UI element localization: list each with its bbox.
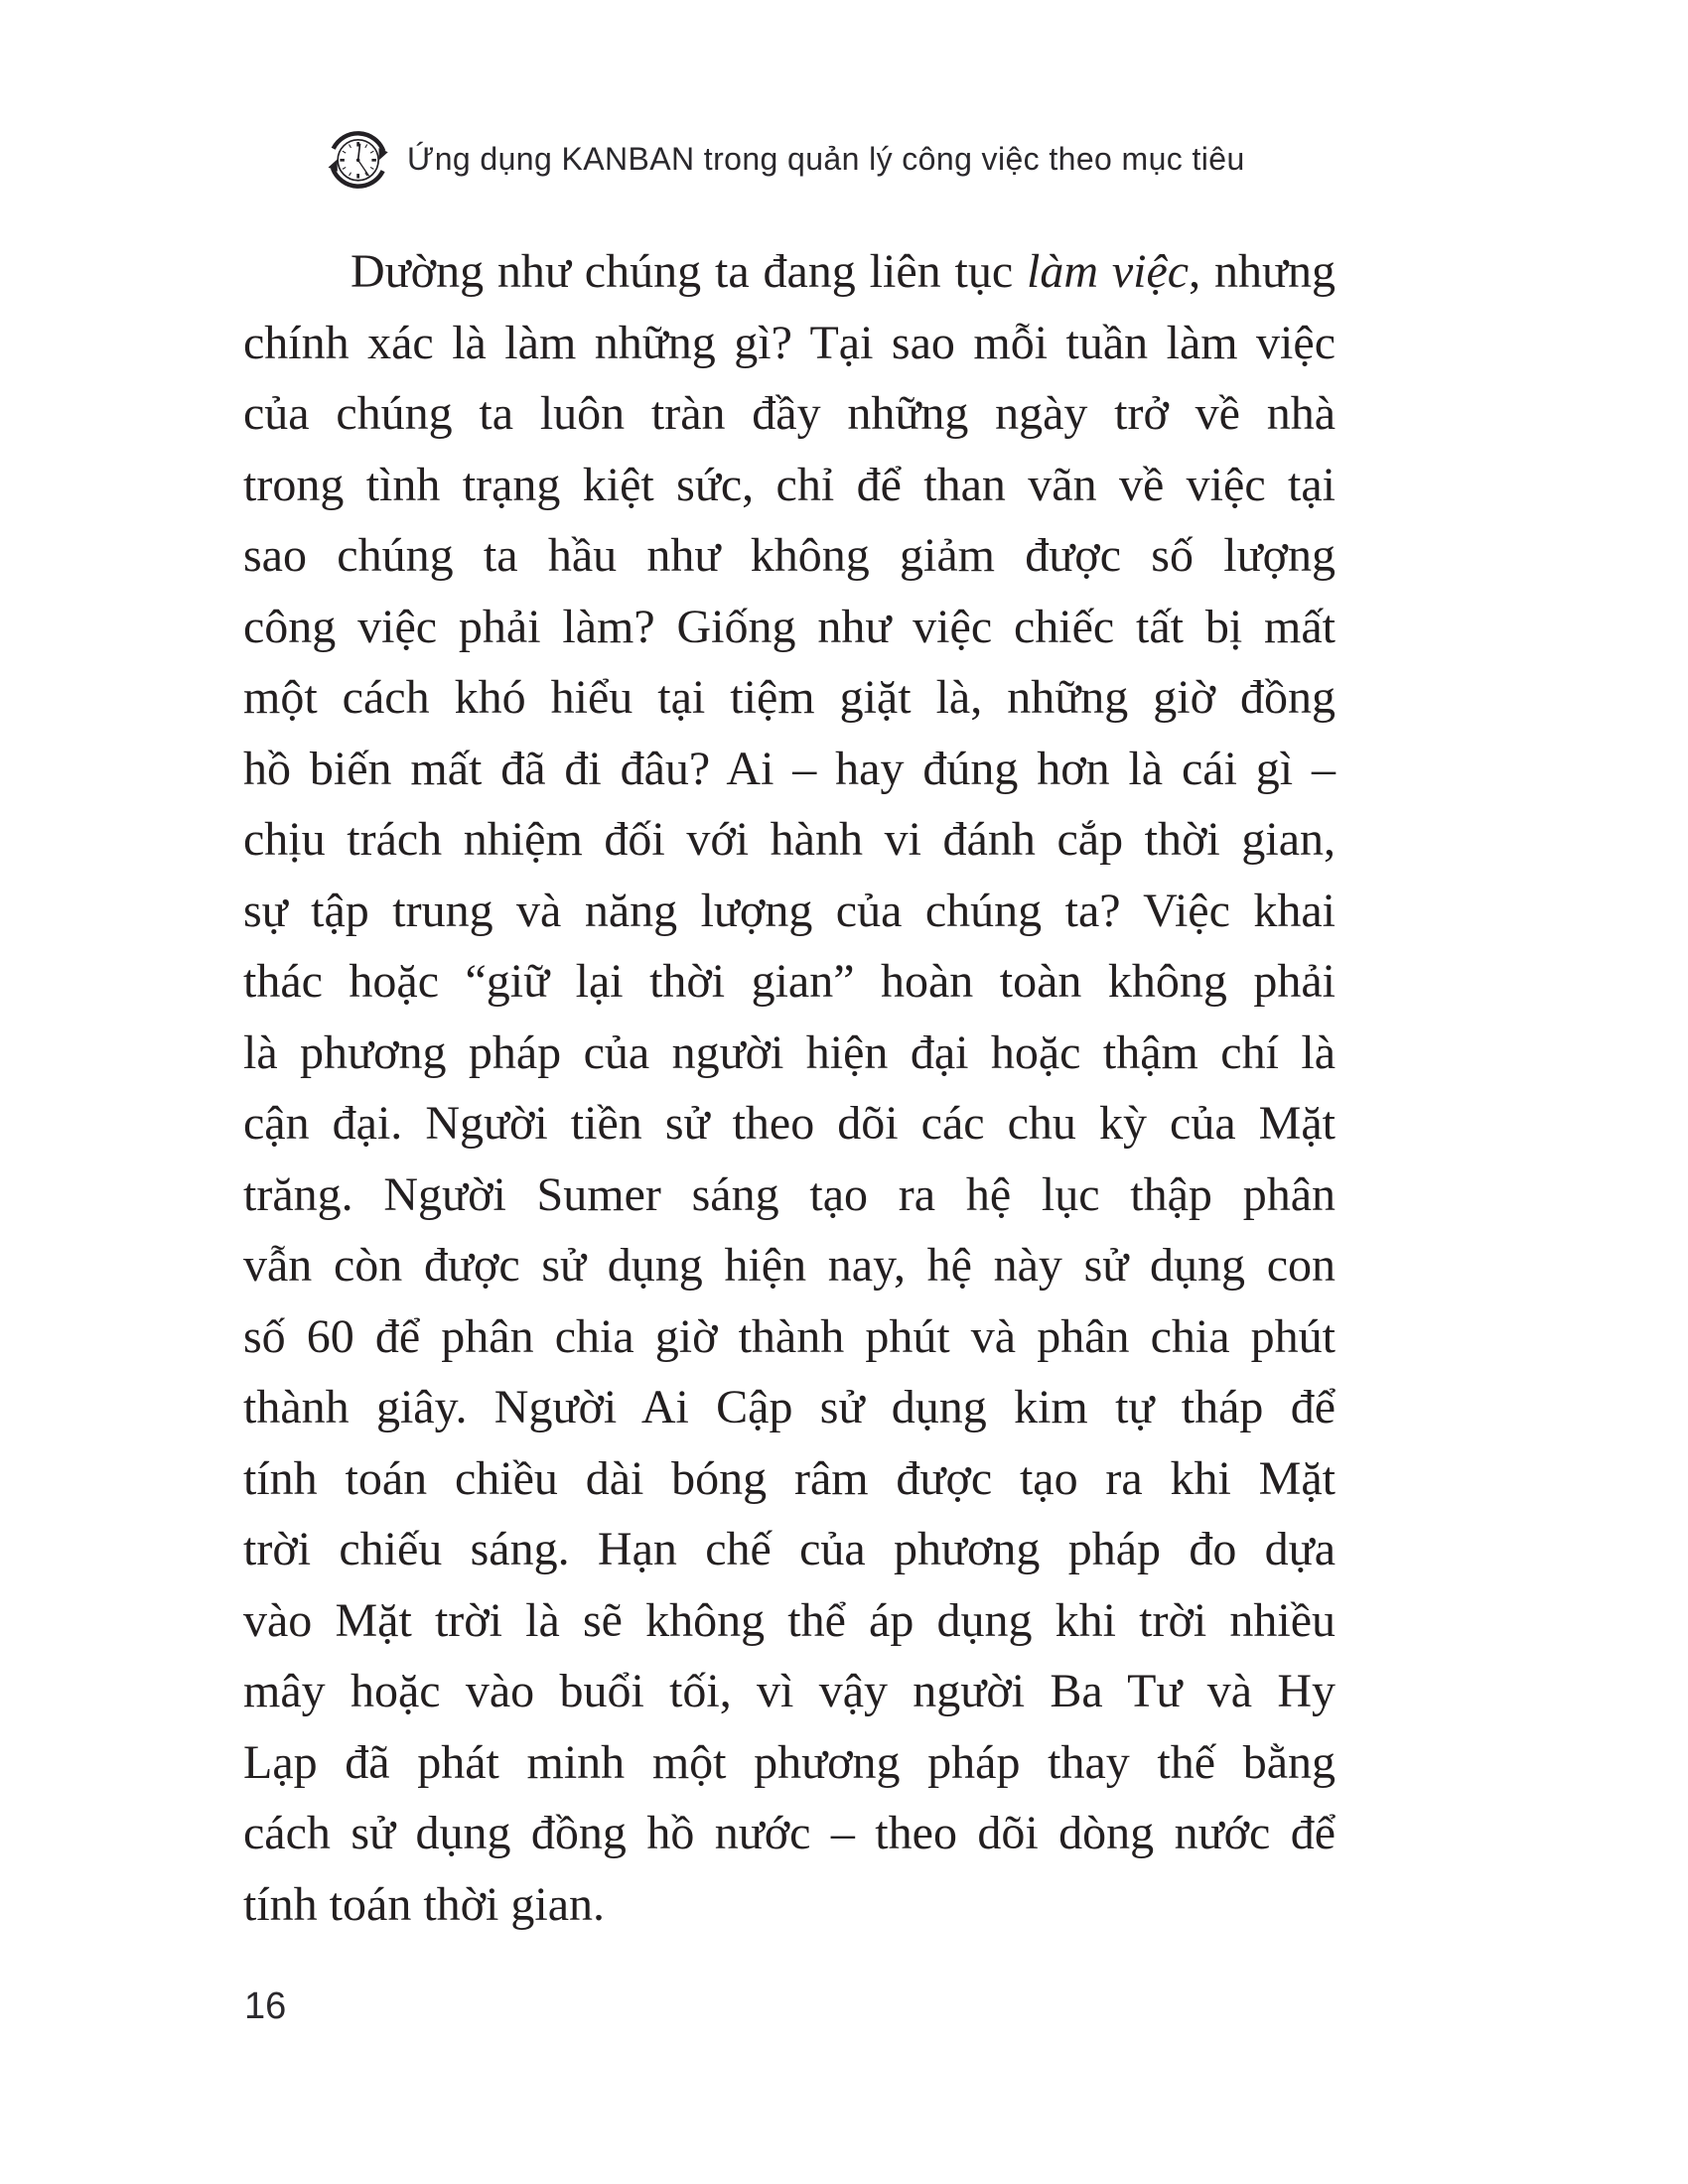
paragraph-line: mây hoặc vào buổi tối, vì vậy người Ba Tư và Hy [243, 1665, 1336, 1717]
paragraph-line: số 60 để phân chia giờ thành phút và phân chia phút [243, 1309, 1336, 1363]
body-paragraph [243, 236, 1336, 1940]
clock-refresh-icon [326, 124, 389, 194]
paragraph-line: vào Mặt trời là sẽ không thể áp dụng khi trời nhiều [243, 1593, 1336, 1647]
paragraph-line: một cách khó hiểu tại tiệm giặt là, những giờ đồng [243, 671, 1336, 724]
paragraph-line: chịu trách nhiệm đối với hành vi đánh cắp thời gian, [243, 813, 1336, 866]
paragraph-line: sự tập trung và năng lượng của chúng ta? Việc khai [243, 884, 1336, 937]
paragraph-last-line: tính toán thời gian. [243, 1877, 606, 1931]
paragraph-lines [243, 308, 1336, 1869]
paragraph-line: trăng. Người Sumer sáng tạo ra hệ lục thập phân [243, 1167, 1336, 1221]
line-text: Dường như chúng ta đang liên tục [351, 245, 1027, 298]
paragraph-line: thành giây. Người Ai Cập sử dụng kim tự tháp để [243, 1381, 1336, 1433]
paragraph-line: thác hoặc “giữ lại thời gian” hoàn toàn không phải [243, 955, 1336, 1008]
running-header [326, 121, 1245, 197]
emphasis-text: làm việc [1027, 245, 1190, 298]
line-text: , nhưng [1189, 245, 1336, 298]
paragraph-line: cách sử dụng đồng hồ nước – theo dõi dòng nước để [243, 1807, 1336, 1859]
paragraph-line: Lạp đã phát minh một phương pháp thay thế bằng [243, 1735, 1336, 1789]
paragraph-line: vẫn còn được sử dụng hiện nay, hệ này sử dụng con [243, 1239, 1336, 1292]
paragraph-line: công việc phải làm? Giống như việc chiếc tất bị mất [243, 600, 1336, 653]
paragraph-line: tính toán chiều dài bóng râm được tạo ra khi Mặt [243, 1451, 1336, 1505]
paragraph-line: chính xác là làm những gì? Tại sao mỗi tuần làm việc [243, 316, 1336, 369]
paragraph-line: sao chúng ta hầu như không giảm được số lượng [243, 529, 1336, 582]
paragraph-line: hồ biến mất đã đi đâu? Ai – hay đúng hơn là cái gì – [243, 742, 1336, 795]
running-header-title: Ứng dụng KANBAN trong quản lý công việc theo mục tiêu [407, 140, 1245, 177]
paragraph-line: cận đại. Người tiền sử theo dõi các chu kỳ của Mặt [243, 1097, 1336, 1150]
paragraph-line: trời chiếu sáng. Hạn chế của phương pháp đo dựa [243, 1523, 1336, 1575]
paragraph-line: của chúng ta luôn tràn đầy những ngày trở về nhà [243, 387, 1336, 440]
page-number: 16 [244, 1985, 287, 2027]
paragraph-first-line [243, 236, 1336, 308]
paragraph-line: trong tình trạng kiệt sức, chỉ để than vãn về việc tại [243, 458, 1336, 511]
paragraph-line: là phương pháp của người hiện đại hoặc thậm chí là [243, 1025, 1336, 1079]
